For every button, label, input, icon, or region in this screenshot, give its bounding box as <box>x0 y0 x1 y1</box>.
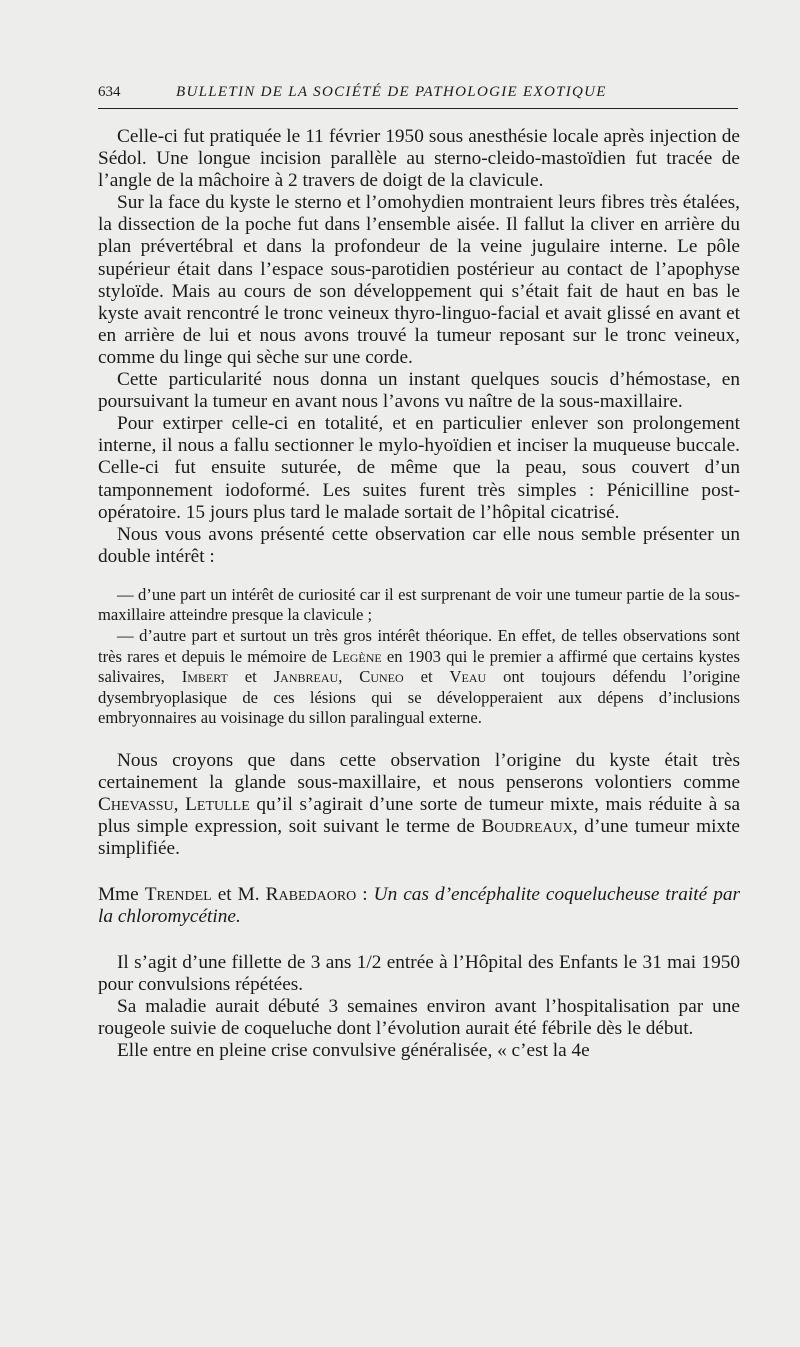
text-run: ont toujours défendu l’origine dysembryoplasique de ces lésions qui se développeraient aux dépens d’inclusions embryonnaires au voisinage du sillon paralingual externe. <box>98 667 741 728</box>
article-body <box>98 126 740 1062</box>
text-run: qu’il s’agirait d’une sorte de tumeur mixte, mais réduite à sa plus simple expression, soit suivant le terme de <box>98 794 741 838</box>
paragraph <box>98 750 740 860</box>
text-run: : <box>356 883 374 905</box>
text-run: , <box>338 667 360 687</box>
list-item: — d’une part un intérêt de curiosité car il est surprenant de voir une tumeur partie de la sous-maxillaire atteindre presque la clavicule ; <box>98 584 740 625</box>
list-item <box>98 626 740 729</box>
text-run: Mme <box>98 883 145 905</box>
author-name: Chevassu <box>98 794 174 816</box>
author-name: Legène <box>332 646 382 666</box>
paragraph: Cette particularité nous donna un instant quelques soucis d’hémostase, en poursuivant la tumeur en avant nous l’avons vu naître de la sous-maxillaire. <box>98 369 740 413</box>
communication-title <box>98 884 740 928</box>
header-rule <box>98 108 738 109</box>
paragraph: Nous vous avons présenté cette observation car elle nous semble présenter un double intérêt : <box>98 523 740 567</box>
text-run: et <box>403 667 450 687</box>
paragraph: Sur la face du kyste le sterno et l’omohydien montraient leurs fibres très étalées, la dissection de la poche fut dans l’ensemble aisée. Il fallut la cliver en arrière du plan prévertébral et dans la profondeur de la veine jugulaire interne. Le pôle supérieur était dans l’espace sous-parotidien postérieur au contact de l’apophyse styloïde. Mais au cours de son développement qui s’était fait de haut en bas le kyste avait rencontré le tronc veineux thyro-linguo-facial et avait glissé en avant et en arrière de lui et nous avons trouvé la tumeur reposant sur le tronc veineux, comme du linge qui sèche sur une corde. <box>98 192 740 368</box>
text-run: Nous croyons que dans cette observation l’origine du kyste était très certainement la glande sous-maxillaire, et nous penserons volontiers comme <box>98 750 740 794</box>
paragraph: Celle-ci fut pratiquée le 11 février 1950 sous anesthésie locale après injection de Sédol. Une longue incision parallèle au sterno-cleido-mastoïdien fut tracée de l’angle de la mâchoire à 2 travers de doigt de la clavicule. <box>98 126 740 192</box>
text-run: et M. <box>211 883 266 905</box>
author-name: Trendel <box>144 883 212 905</box>
author-name: Cuneo <box>359 667 404 687</box>
text-run: en 1903 qui le premier a affirmé que certains kystes salivaires, <box>98 646 740 687</box>
author-name: Rabedaoro <box>265 883 357 905</box>
author-name: Janbreau <box>273 667 339 687</box>
paragraph: Pour extirper celle-ci en totalité, et en particulier enlever son prolongement interne, il nous a fallu sectionner le mylo-hyoïdien et inciser la muqueuse buccale. Celle-ci fut ensuite suturée, de même que la peau, sous couvert d’un tamponnement iodoformé. Les suites furent très simples : Pénicilline post-opératoire. 15 jours plus tard le malade sortait de l’hôpital cicatrisé. <box>98 413 740 523</box>
page-number: 634 <box>98 84 121 100</box>
author-name: Imbert <box>181 667 228 687</box>
article-title: Un cas d’encéphalite coquelucheuse traité par la chloromycétine. <box>98 883 740 927</box>
author-name: Boudreaux <box>481 816 573 838</box>
text-run: et <box>227 667 274 687</box>
running-header <box>98 80 738 106</box>
paragraph: Il s’agit d’une fillette de 3 ans 1/2 entrée à l’Hôpital des Enfants le 31 mai 1950 pour convulsions répétées. <box>98 951 740 995</box>
journal-title: BULLETIN DE LA SOCIÉTÉ DE PATHOLOGIE EXOTIQUE <box>176 84 607 100</box>
paragraph: Elle entre en pleine crise convulsive généralisée, « c’est la 4e <box>117 1040 590 1062</box>
author-name: Letulle <box>185 794 250 816</box>
text-run: — d’autre part et surtout un très gros intérêt théorique. En effet, de telles observations sont très rares et depuis le mémoire de <box>98 626 740 666</box>
paragraph: Sa maladie aurait débuté 3 semaines environ avant l’hospitalisation par une rougeole suivie de coqueluche dont l’évolution aurait été fébrile dès le début. <box>98 995 740 1039</box>
text-run: , <box>173 794 186 816</box>
author-name: Veau <box>449 667 487 687</box>
text-run: , d’une tumeur mixte simplifiée. <box>98 816 740 860</box>
